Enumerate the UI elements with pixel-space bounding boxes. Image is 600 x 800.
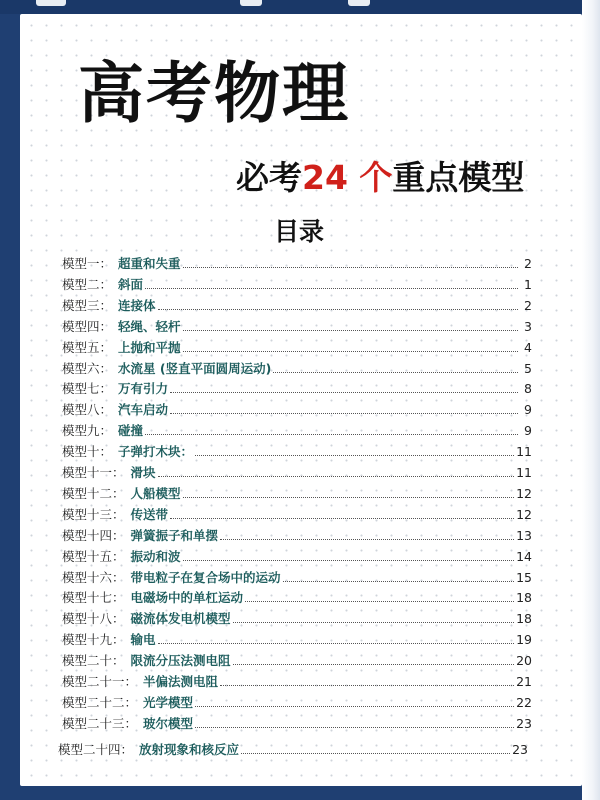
toc-entry-topic: 放射现象和核反应: [139, 741, 240, 757]
toc-dot-leader: [158, 308, 518, 310]
toc-entry-label: 模型十七：: [62, 590, 125, 606]
toc-entry[interactable]: [62, 482, 532, 502]
toc-entry-topic: 连接体: [118, 297, 156, 313]
toc-dot-leader: [283, 580, 515, 582]
toc-entry[interactable]: [62, 398, 532, 418]
toc-entry[interactable]: [62, 419, 532, 439]
toc-entry-page-number: 11: [516, 444, 532, 460]
toc-dot-leader: [145, 287, 518, 289]
toc-entry-topic: 汽车启动: [118, 402, 169, 418]
toc-entry-page-number: 2: [524, 256, 532, 271]
toc-entry-label: 模型二十三：: [62, 715, 138, 731]
toc-entry[interactable]: [62, 566, 532, 586]
toc-entry-topic: 人船模型: [130, 485, 181, 501]
toc-entry[interactable]: [62, 336, 532, 356]
toc-entry[interactable]: [62, 461, 532, 481]
toc-entry-page-number: 3: [524, 318, 532, 334]
toc-entry[interactable]: [62, 545, 532, 565]
toc-entry-label: 模型十六：: [62, 569, 125, 585]
toc-entry-label: 模型十一：: [62, 465, 125, 480]
toc-entry[interactable]: [62, 252, 532, 272]
toc-entry-topic: 斜面: [118, 276, 144, 292]
toc-entry-page-number: 5: [524, 360, 532, 376]
toc-dot-leader: [183, 329, 518, 331]
toc-entry-topic: 磁流体发电机模型: [130, 611, 231, 627]
toc-entry[interactable]: [62, 586, 532, 606]
toc-entry-page-number: 18: [516, 590, 532, 606]
toc-entry-topic: 碰撞: [118, 423, 144, 439]
toc-dot-leader: [170, 412, 518, 414]
toc-entry-topic: 振动和波: [130, 548, 181, 564]
toc-entry[interactable]: [62, 503, 532, 523]
toc-heading: 目录: [274, 217, 325, 246]
toc-entry-label: 模型三：: [62, 297, 113, 313]
toc-entry[interactable]: [62, 440, 532, 460]
toc-dot-leader: [170, 391, 518, 393]
toc-entry-page-number: 11: [516, 465, 532, 480]
toc-entry-label: 模型五：: [62, 339, 113, 355]
toc-entry-page-number: 12: [516, 506, 532, 522]
toc-entry-page-number: 1: [524, 276, 532, 292]
top-tab-left: [36, 0, 66, 6]
toc-entry-label: 模型二十四：: [58, 741, 134, 757]
toc-dot-leader: [183, 559, 515, 561]
toc-entry-page-number: 21: [516, 674, 532, 689]
toc-entry[interactable]: [62, 607, 532, 627]
top-tab-right: [348, 0, 370, 6]
toc-entry-label: 模型九：: [62, 423, 113, 439]
toc-entry-label: 模型二十一：: [62, 674, 138, 689]
toc-entry-page-number: 22: [516, 694, 532, 710]
toc-entry-topic: 玻尔模型: [143, 715, 194, 731]
toc-entry-topic: 上抛和平抛: [118, 339, 181, 355]
toc-entry-topic: 水流星 (竖直平面圆周运动): [118, 360, 272, 376]
toc-entry[interactable]: [62, 691, 532, 711]
toc-dot-leader: [145, 433, 518, 435]
toc-entry-label: 模型十二：: [62, 485, 125, 501]
subtitle: [236, 152, 524, 199]
toc-entry-page-number: 23: [516, 715, 532, 731]
toc-entry-label: 模型十五：: [62, 548, 125, 564]
toc-entry-page-number: 12: [516, 485, 532, 501]
toc-entry-page-number: 9: [524, 423, 532, 439]
toc-entry-topic: 带电粒子在复合场中的运动: [130, 569, 281, 585]
top-strip: [0, 0, 600, 14]
toc-entry-label: 模型十九：: [62, 632, 125, 648]
toc-entry[interactable]: [62, 649, 532, 669]
toc-entry-topic: 限流分压法测电阻: [130, 653, 231, 669]
toc-dot-leader: [245, 600, 514, 602]
toc-entry-topic: 万有引力: [118, 381, 169, 397]
toc-entry-page-number: 18: [516, 611, 532, 627]
toc-entry-label: 模型二：: [62, 276, 113, 292]
toc-entry-label: 模型七：: [62, 381, 113, 397]
toc-entry-topic: 光学模型: [143, 694, 194, 710]
toc-entry-topic: 超重和失重: [118, 256, 181, 271]
toc-entry-label: 模型六：: [62, 360, 113, 376]
toc-entry-label: 模型四：: [62, 318, 113, 334]
toc-dot-leader: [233, 663, 515, 665]
toc-entry-topic: 轻绳、轻杆: [118, 318, 181, 334]
toc-entry-page-number: 4: [524, 339, 532, 355]
toc-entry-label: 模型十：: [62, 444, 113, 460]
toc-entry-topic: 电磁场中的单杠运动: [130, 590, 244, 606]
toc-entry-page-number: 20: [516, 653, 532, 669]
toc-entry-page-number: 19: [516, 632, 532, 648]
toc-entry-label: 模型十四：: [62, 527, 125, 543]
toc-dot-leader: [241, 752, 510, 754]
toc-entry-label: 模型二十二：: [62, 694, 138, 710]
toc-entry-topic: 弹簧振子和单摆: [130, 527, 219, 543]
toc-entry[interactable]: [62, 524, 532, 544]
toc-entry-page-number: 23: [512, 741, 528, 757]
toc-dot-leader: [183, 496, 515, 498]
toc-entry-label: 模型十八：: [62, 611, 125, 627]
toc-entry-page-number: 13: [516, 527, 532, 543]
toc-dot-leader: [183, 266, 518, 268]
toc-dot-leader: [195, 726, 514, 728]
toc-entry-page-number: 15: [516, 569, 532, 585]
toc-dot-leader: [183, 350, 518, 352]
toc-dot-leader: [158, 642, 515, 644]
top-tab-mid: [240, 0, 262, 6]
toc-dot-leader: [158, 475, 515, 477]
toc-entry-topic: 输电: [130, 632, 156, 648]
toc-entry[interactable]: [62, 670, 532, 690]
toc-entry-topic: 传送带: [130, 506, 169, 522]
toc-entry-page-number: 2: [524, 297, 532, 313]
toc-dot-leader: [233, 621, 515, 623]
subtitle-prefix: 必考: [236, 158, 302, 197]
toc-entry[interactable]: [62, 357, 532, 377]
main-title: 高考物理: [78, 55, 350, 132]
toc-entry-page-number: 8: [524, 381, 532, 397]
toc-entry-page-number: 14: [516, 548, 532, 564]
page-edge-strip: [582, 0, 600, 800]
toc-dot-leader: [273, 371, 518, 373]
toc-entry-page-number: 9: [524, 402, 532, 418]
toc-entry-topic: 滑块: [130, 465, 156, 480]
toc-entry-topic: 子弹打木块：: [118, 444, 194, 460]
subtitle-suffix: 重点模型: [392, 158, 525, 197]
toc-entry[interactable]: [62, 315, 532, 335]
toc-dot-leader: [170, 517, 514, 519]
toc-entry[interactable]: [62, 712, 532, 732]
toc-entry[interactable]: [62, 273, 532, 293]
toc-dot-leader: [220, 684, 514, 686]
toc-entry[interactable]: [58, 738, 528, 758]
toc-entry-label: 模型一：: [62, 256, 113, 271]
toc-entry[interactable]: [62, 294, 532, 314]
toc-dot-leader: [195, 454, 514, 456]
toc-dot-leader: [195, 705, 514, 707]
subtitle-count: 24 个: [302, 158, 393, 197]
toc-entry[interactable]: [62, 377, 532, 397]
toc-dot-leader: [220, 538, 514, 540]
toc-entry-topic: 半偏法测电阻: [143, 674, 219, 689]
toc-entry-label: 模型二十：: [62, 653, 125, 669]
toc-entry[interactable]: [62, 628, 532, 648]
toc-entry-label: 模型八：: [62, 402, 113, 418]
toc-entry-label: 模型十三：: [62, 506, 125, 522]
